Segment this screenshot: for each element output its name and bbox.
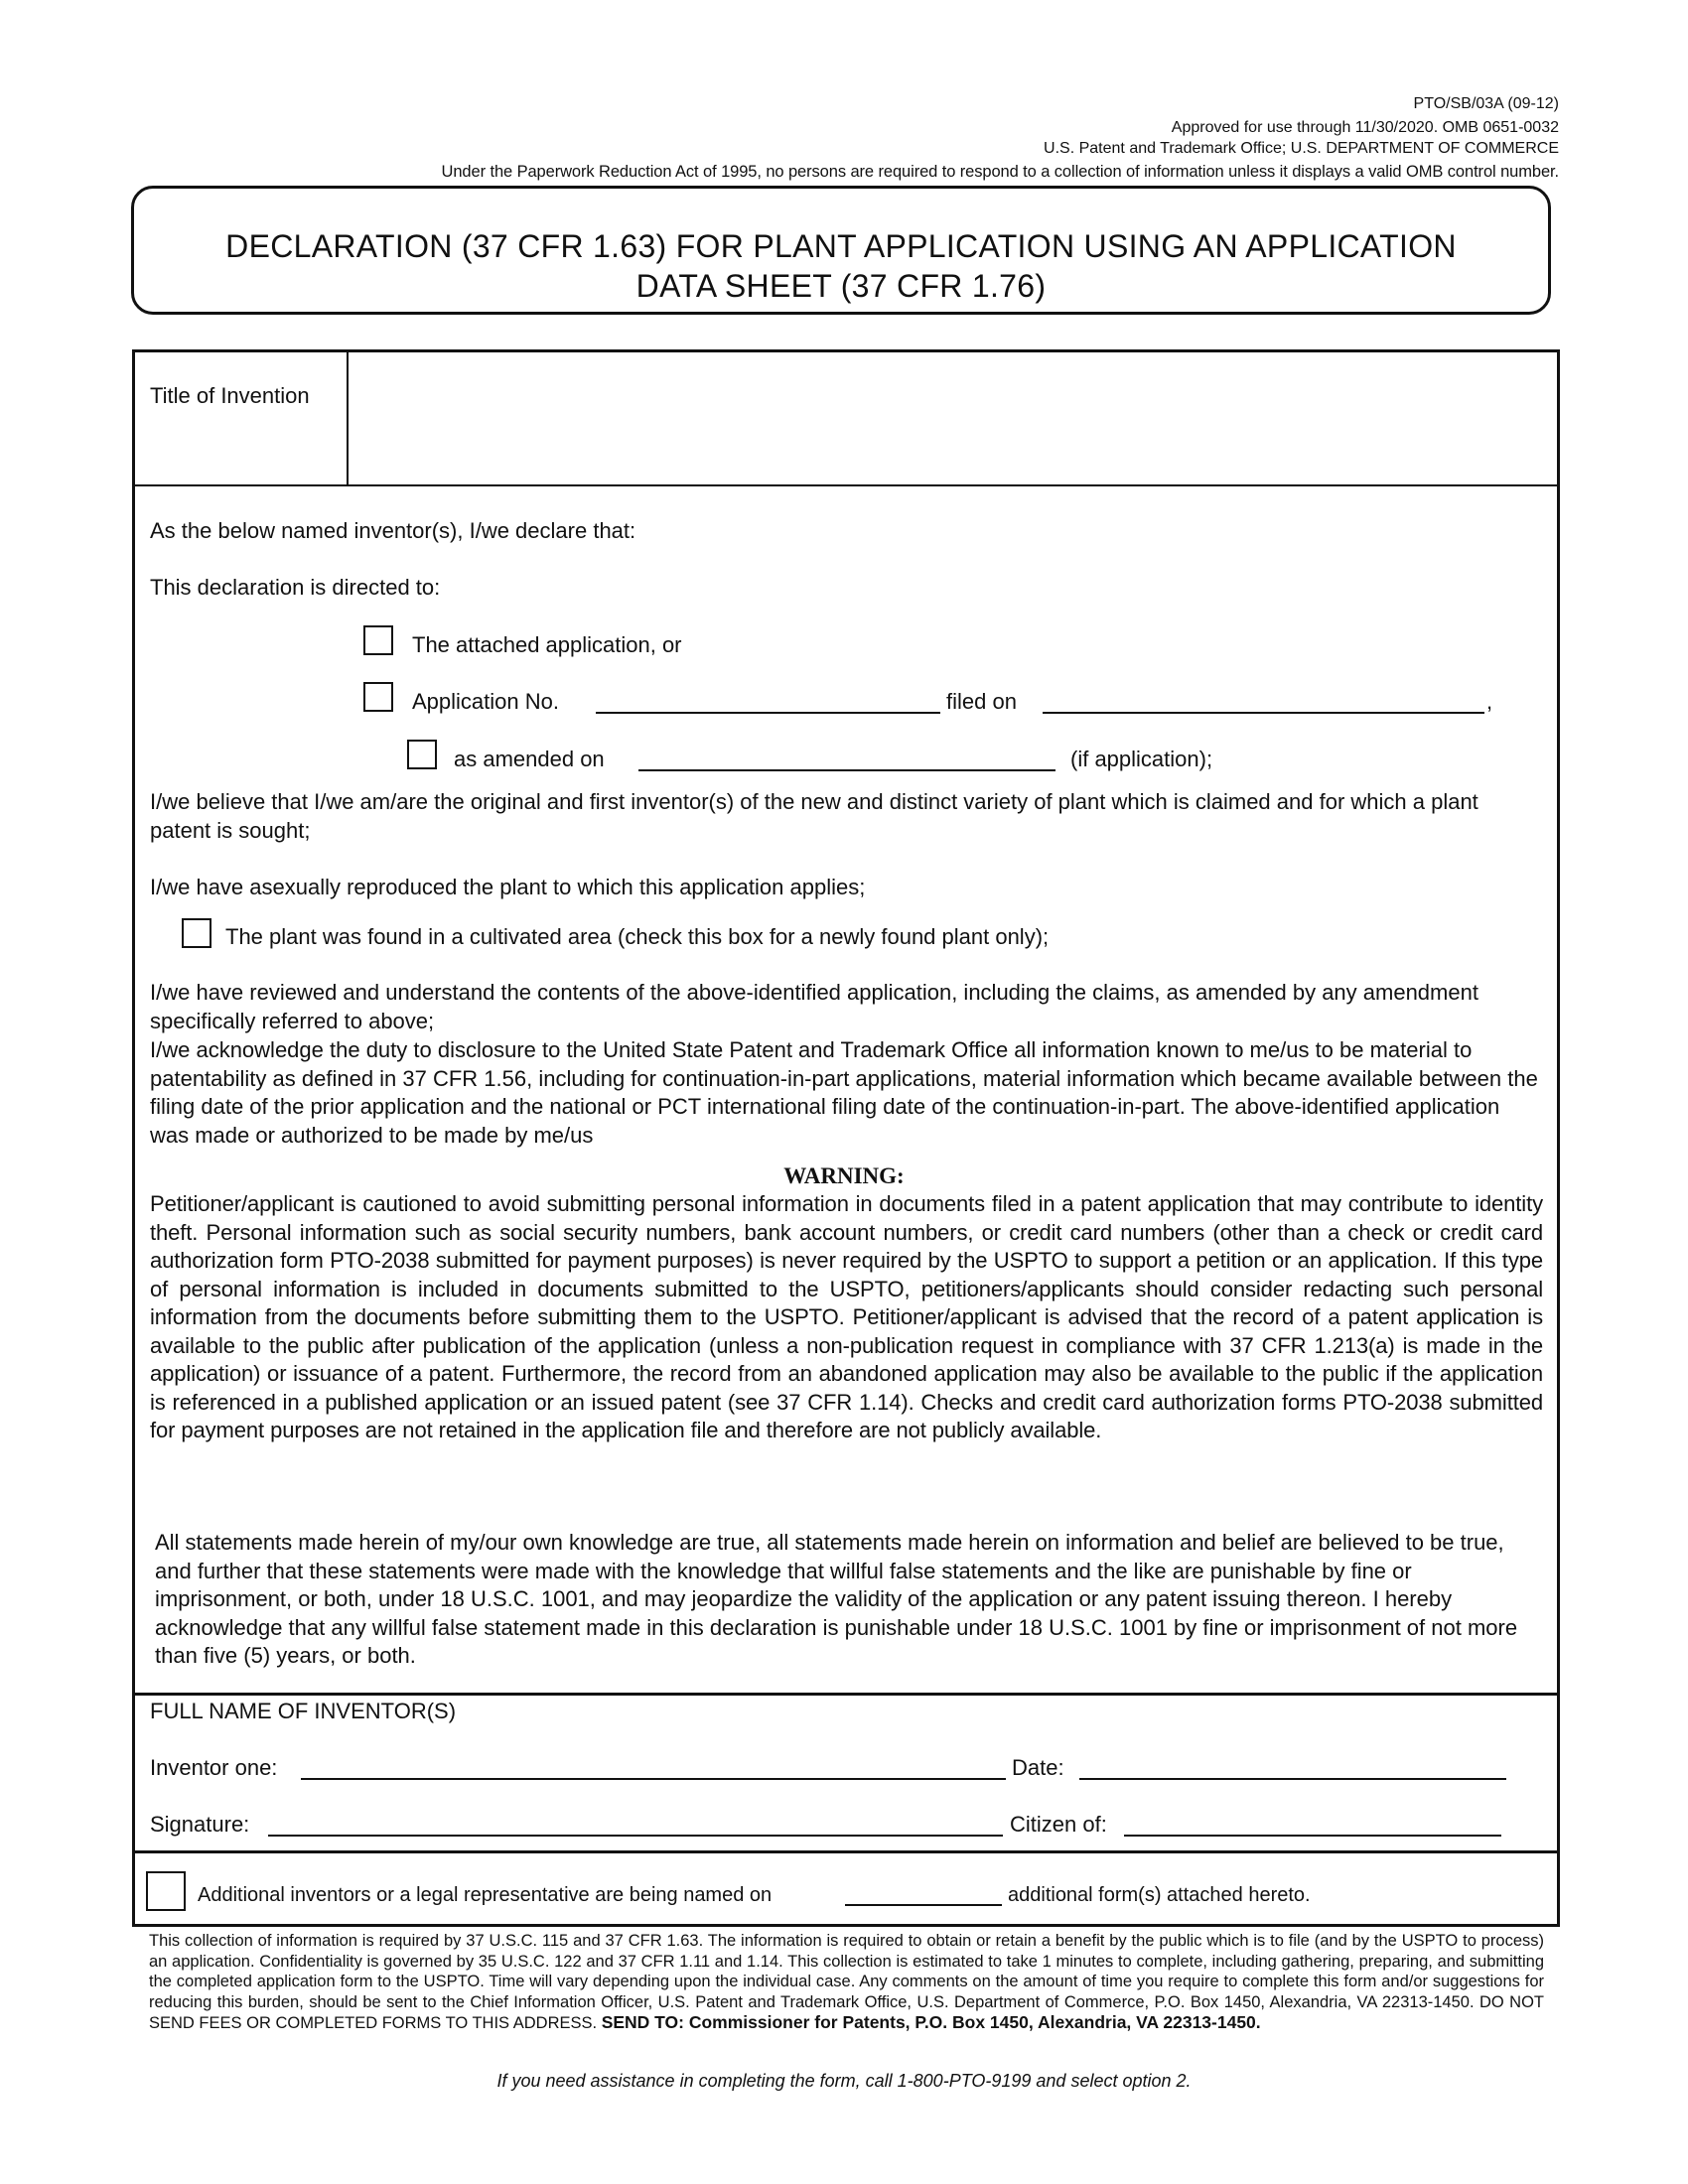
burden-text: This collection of information is required by 37 U.S.C. 115 and 37 CFR 1.63. The information is required to obtain or retain a benefit by the public which is to file (and by the USPTO to process) an application. Confidentiality is governed by 35 U.S.C. 122 and 37 CFR 1.11 and 1.14. This collection is estimated to take 1 minutes to complete, including gathering, preparing, and submitting the completed application form to the USPTO. Time will vary depending upon the individual case. Any comments on the amount of time you require to complete this form and/or suggestions for reducing this burden, should be sent to the Chief Information Officer, U.S. Patent and Trademark Office, U.S. Department of Commerce, P.O. Box 1450, Alexandria, VA 22313-1450. DO NOT SEND FEES OR COMPLETED FORMS TO THIS ADDRESS. <box>149 1932 1544 2032</box>
title-of-invention-label: Title of Invention <box>150 383 310 408</box>
reviewed-statement: I/we have reviewed and understand the contents of the above-identified application, including the claims, as amended by any amendment specifically referred to above; <box>150 980 1478 1033</box>
signature-field[interactable] <box>268 1835 1003 1837</box>
title-of-invention-field[interactable] <box>357 357 1544 477</box>
as-amended-label: as amended on <box>454 747 605 771</box>
filed-on-comma: , <box>1486 689 1493 714</box>
application-number-field[interactable] <box>596 712 940 714</box>
filed-on-label: filed on <box>946 689 1017 714</box>
additional-inventors-label: Additional inventors or a legal representative are being named on <box>198 1884 773 1906</box>
found-plant-label: The plant was found in a cultivated area (check this box for a newly found plant only); <box>225 924 1050 949</box>
inventor-one-field[interactable] <box>301 1778 1006 1780</box>
form-number: PTO/SB/03A (09-12) <box>1413 95 1559 112</box>
date-field[interactable] <box>1079 1778 1506 1780</box>
date-label: Date: <box>1012 1755 1064 1780</box>
citizen-of-label: Citizen of: <box>1010 1812 1107 1837</box>
as-amended-checkbox[interactable] <box>407 740 437 769</box>
as-amended-field[interactable] <box>638 769 1055 771</box>
omb-approval: Approved for use through 11/30/2020. OMB 0651-0032 <box>1171 119 1559 136</box>
additional-forms-label: additional form(s) attached hereto. <box>1008 1884 1311 1906</box>
truthfulness-statement: All statements made herein of my/our own knowledge are true, all statements made herein on information and belief are believed to be true, and further that these statements were made with the knowledge that willful false statements and the like are punishable by fine or imprisonment, or both, under 18 U.S.C. 1001, and may jeopardize the validity of the application or any patent issuing thereon. I hereby acknowledge that any willful false statement made in this declaration is punishable under 18 U.S.C. 1001 by fine or imprisonment of not more than five (5) years, or both. <box>155 1530 1518 1668</box>
assistance-line: If you need assistance in completing the form, call 1-800-PTO-9199 and select option 2. <box>496 2071 1192 2091</box>
inventors-section-divider <box>132 1693 1560 1696</box>
found-plant-checkbox[interactable] <box>182 918 211 948</box>
inventor-one-label: Inventor one: <box>150 1755 278 1780</box>
if-application-label: (if application); <box>1070 747 1213 771</box>
attached-application-checkbox[interactable] <box>363 625 393 655</box>
warning-heading: WARNING: <box>783 1163 905 1188</box>
additional-section-divider <box>132 1850 1560 1853</box>
paperwork-notice: Under the Paperwork Reduction Act of 1995, no persons are required to respond to a collection of information unless it displays a valid OMB control number. <box>441 163 1559 181</box>
send-to-address: SEND TO: Commissioner for Patents, P.O. Box 1450, Alexandria, VA 22313-1450. <box>601 2012 1261 2032</box>
inventors-heading: FULL NAME OF INVENTOR(S) <box>150 1699 457 1723</box>
application-number-label: Application No. <box>412 689 559 714</box>
declaration-intro: As the below named inventor(s), I/we declare that: <box>150 518 636 543</box>
attached-application-label: The attached application, or <box>412 632 682 657</box>
original-inventor-statement: I/we believe that I/we am/are the original and first inventor(s) of the new and distinct variety of plant which is claimed and for which a plant patent is sought; <box>150 789 1478 843</box>
burden-statement <box>149 1931 1544 2034</box>
form-title <box>131 186 1551 315</box>
filed-on-field[interactable] <box>1043 712 1484 714</box>
duty-of-disclosure-statement: I/we acknowledge the duty to disclosure to the United State Patent and Trademark Office all information known to me/us to be material to patentability as defined in 37 CFR 1.56, including for continuation-in-part applications, material information which became available between the filing date of the prior application and the national or PCT international filing date of the continuation-in-part. The above-identified application was made or authorized to be made by me/us <box>150 1037 1538 1148</box>
warning-text: Petitioner/applicant is cautioned to avoid submitting personal information in documents filed in a patent application that may contribute to identity theft. Personal information such as social security numbers, bank account numbers, or credit card numbers (other than a check or credit card authorization form PTO-2038 submitted for payment purposes) is never required by the USPTO to support a petition or an application. If this type of personal information is included in documents submitted to the USPTO, petitioners/applicants should consider redacting such personal information from the documents before submitting them to the USPTO. Petitioner/applicant is advised that the record of a patent application is available to the public after publication of the application (unless a non-publication request in compliance with 37 CFR 1.213(a) is made in the application) or issuance of a patent. Furthermore, the record from an abandoned application may also be available to the public if the application is referenced in a published application or an issued patent (see 37 CFR 1.14). Checks and credit card authorization forms PTO-2038 submitted for payment purposes are not retained in the application file and therefore are not publicly available. <box>150 1191 1543 1442</box>
office-name: U.S. Patent and Trademark Office; U.S. DEPARTMENT OF COMMERCE <box>1044 140 1559 157</box>
asexual-reproduction-statement: I/we have asexually reproduced the plant to which this application applies; <box>150 875 866 899</box>
citizen-of-field[interactable] <box>1124 1835 1501 1837</box>
additional-forms-count-field[interactable] <box>845 1904 1002 1906</box>
application-number-checkbox[interactable] <box>363 682 393 712</box>
additional-inventors-checkbox[interactable] <box>146 1871 186 1911</box>
directed-to-label: This declaration is directed to: <box>150 575 441 600</box>
form-title-line1: DECLARATION (37 CFR 1.63) FOR PLANT APPLICATION USING AN APPLICATION <box>225 228 1457 264</box>
signature-label: Signature: <box>150 1812 250 1837</box>
form-title-line2: DATA SHEET (37 CFR 1.76) <box>635 268 1047 304</box>
title-column-divider <box>347 349 349 485</box>
